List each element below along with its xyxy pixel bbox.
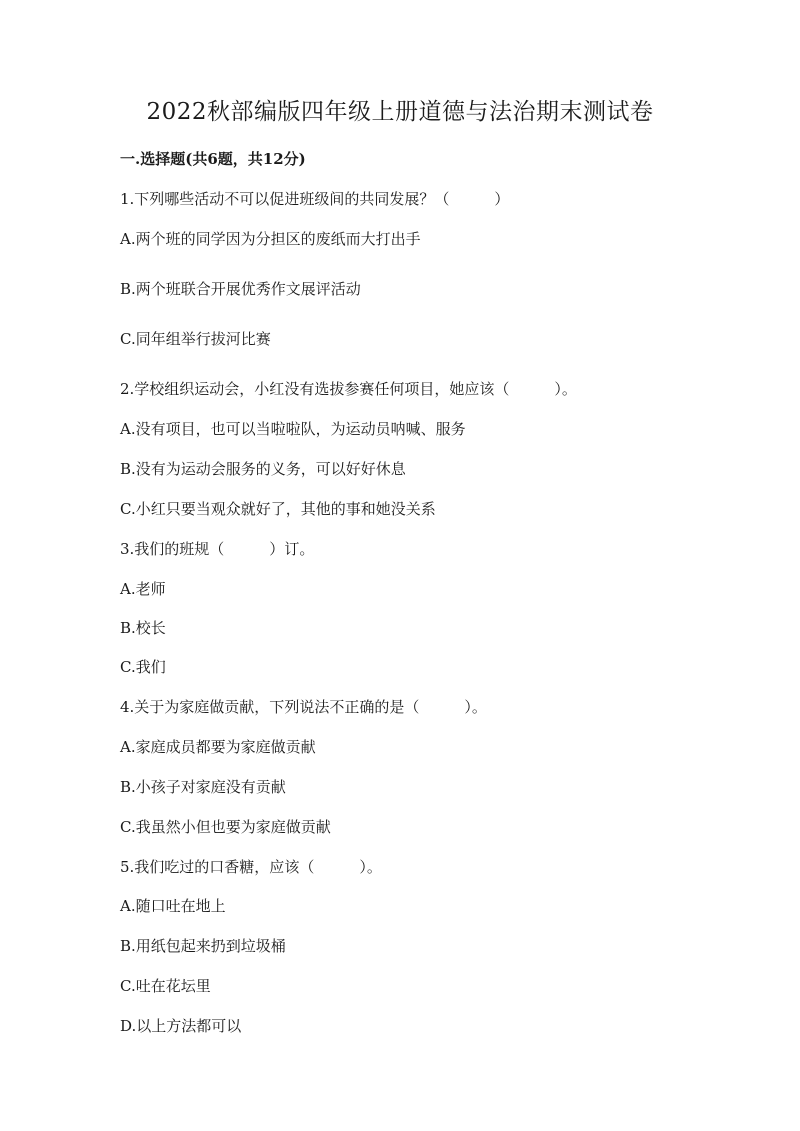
question-stem: 1.下列哪些活动不可以促进班级间的共同发展？（ ）	[120, 190, 510, 208]
question-stem: 4.关于为家庭做贡献，下列说法不正确的是（ ）。	[120, 698, 487, 716]
option-c: C.小红只要当观众就好了，其他的事和她没关系	[120, 500, 436, 518]
option-b: B.没有为运动会服务的义务，可以好好休息	[120, 460, 406, 478]
question-stem: 5.我们吃过的口香糖，应该（ ）。	[120, 858, 382, 876]
option-a: A.两个班的同学因为分担区的废纸而大打出手	[120, 230, 421, 248]
option-c: C.同年组举行拔河比赛	[120, 330, 271, 348]
question-stem: 3.我们的班规（ ）订。	[120, 540, 315, 558]
option-b: B.小孩子对家庭没有贡献	[120, 778, 286, 796]
option-c: C.我们	[120, 658, 166, 676]
option-a: A.家庭成员都要为家庭做贡献	[120, 738, 316, 756]
page-title: 2022秋部编版四年级上册道德与法治期末测试卷	[146, 99, 654, 125]
option-a: A.没有项目，也可以当啦啦队，为运动员呐喊、服务	[120, 420, 466, 438]
option-c: C.我虽然小但也要为家庭做贡献	[120, 818, 331, 836]
question-stem: 2.学校组织运动会，小红没有选拔参赛任何项目，她应该（ ）。	[120, 380, 577, 398]
section-heading: 一.选择题(共6题，共12分)	[120, 150, 306, 168]
option-b: B.用纸包起来扔到垃圾桶	[120, 937, 286, 955]
option-a: A.老师	[120, 580, 166, 598]
option-b: B.校长	[120, 619, 166, 637]
option-c: C.吐在花坛里	[120, 977, 211, 995]
option-a: A.随口吐在地上	[120, 897, 226, 915]
option-b: B.两个班联合开展优秀作文展评活动	[120, 280, 361, 298]
option-d: D.以上方法都可以	[120, 1017, 242, 1035]
